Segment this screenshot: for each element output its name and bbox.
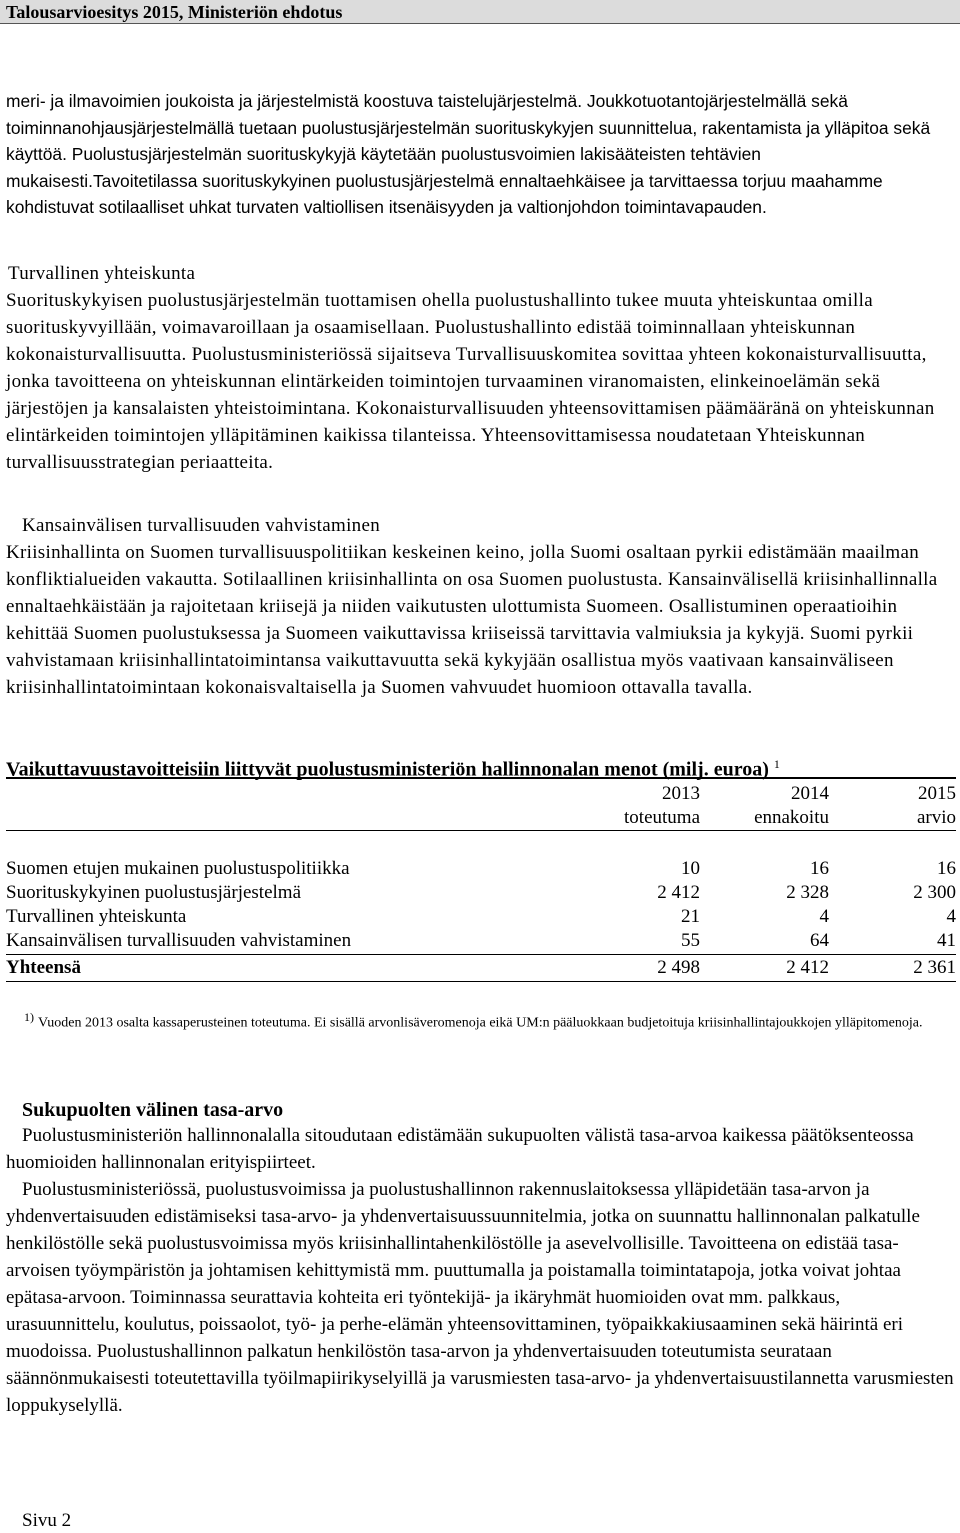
section-kansainvalinen (6, 512, 956, 701)
section-heading: Turvallinen yhteiskunta (8, 263, 196, 284)
intro-paragraph: meri- ja ilmavoimien joukoista ja järjestelmistä koostuva taistelujärjestelmä. Joukkotuotantojärjestelmällä sekä toiminnanohjausjärjestelmällä tuetaan puolustusjärjestelmän suorituskykyjen suunnittelua, rakentamista ja ylläpitoa sekä käyttöä. Puolustusjärjestelmän suorituskykyjä käytetään puolustusvoimien lakisääteisten tehtävien mukaisesti.Tavoitetilassa suorituskykyinen puolustusjärjestelmä ennaltaehkäisee ja tarvittaessa torjuu maahamme kohdistuvat sotilaalliset uhkat turvaten valtiollisen itsenäisyyden ja valtionjohdon toimintavapauden. (6, 91, 931, 217)
table-total-label: Yhteensä (6, 957, 81, 978)
table-total-cell: 2 498 (657, 957, 700, 978)
table-cell: 16 (810, 858, 829, 879)
table-top-rule (6, 777, 956, 779)
footnote-mark: 1) (24, 1010, 34, 1024)
table-cell: 16 (937, 858, 956, 879)
header-title: Talousarvioesitys 2015, Ministeriön ehdotus (6, 2, 343, 22)
column-year: 2013 (662, 783, 700, 804)
section-text: Suorituskykyisen puolustusjärjestelmän tuottamisen ohella puolustushallinto tukee muuta yhteiskuntaa omilla suorituskyvyillään, voimavaroillaan ja osaamisellaan. Puolustushallinto edistää toiminnallaan yhteiskunnan kokonaisturvallisuutta. Puolustusministeriössä sijaitseva Turvallisuuskomitea sovittaa yhteen kokonaisturvallisuutta, jonka tavoitteena on yhteiskunnan elintärkeiden toimintojen turvaaminen viranomaisten, elinkeinoelämän sekä järjestöjen ja kansalaisten yhteistoimintana. Kokonaisturvallisuuden yhteensovittamisen päämääränä on yhteiskunnan elintärkeiden toimintojen ylläpitäminen kaikissa tilanteissa. Yhteensovittamisessa noudatetaan Yhteiskunnan turvallisuusstrategian periaatteita. (6, 290, 935, 473)
table-cell: 4 (819, 906, 829, 927)
table-cell: 41 (937, 930, 956, 951)
table-cell: 64 (810, 930, 829, 951)
page-number: Sivu 2 (22, 1510, 72, 1531)
table-row-label: Suomen etujen mukainen puolustuspolitiikka (6, 858, 350, 879)
table-bottom-rule (6, 981, 956, 982)
section-turvallinen (6, 260, 956, 476)
table-cell: 10 (681, 858, 700, 879)
table-total-cell: 2 361 (913, 957, 956, 978)
table-cell: 2 412 (657, 882, 700, 903)
table-total-cell: 2 412 (786, 957, 829, 978)
column-label: arvio (916, 807, 956, 828)
document-header (0, 0, 960, 24)
column-year: 2014 (791, 783, 829, 804)
table-footnote (6, 1006, 956, 1035)
table-cell: 4 (946, 906, 956, 927)
table-row-label: Suorituskykyinen puolustusjärjestelmä (6, 882, 302, 903)
footnote-text: Vuoden 2013 osalta kassaperusteinen toteutuma. Ei sisällä arvonlisäveromenoja eikä UM:n pääluokkaan budjetoituja kriisinhallintajoukkojen ylläpitomenoja. (38, 1015, 923, 1031)
table-header-rule (6, 830, 956, 831)
table-row-label: Kansainvälisen turvallisuuden vahvistaminen (6, 930, 352, 951)
section-heading: Kansainvälisen turvallisuuden vahvistaminen (22, 515, 380, 536)
table-cell: 21 (681, 906, 700, 927)
table-cell: 55 (681, 930, 700, 951)
column-year: 2015 (918, 783, 956, 804)
table-row-label: Turvallinen yhteiskunta (6, 906, 187, 927)
section-text: Kriisinhallinta on Suomen turvallisuuspolitiikan keskeinen keino, jolla Suomi osaltaan pyrkii edistämään maailman konfliktialueiden vakautta. Sotilaallinen kriisinhallinta on osa Suomen puolustusta. Kansainvälisellä kriisinhallinnalla ennaltaehkäistään ja rajoitetaan kriisejä ja niiden vaikutusten ulottumista Suomeen. Osallistuminen operaatioihin kehittää Suomen puolustuksessa ja Suomeen vaikuttavissa kriiseissä tarvittavia valmiuksia ja kykyjä. Suomi pyrkii vahvistamaan kriisinhallintatoimintansa vaikuttavuutta sekä kykyjään osallistua myös vaativaan kansainväliseen kriisinhallintatoimintaan kokonaisvaltaisella ja Suomen vahvuudet huomioon ottavalla tavalla. (6, 542, 938, 698)
table-cell: 2 300 (913, 882, 956, 903)
gender-paragraph-2: Puolustusministeriössä, puolustusvoimissa ja puolustushallinnon rakennuslaitoksessa ylläpidetään tasa-arvon ja yhdenvertaisuuden edistämiseksi tasa-arvo- ja yhdenvertaisuussuunnitelmia, jotka on suunnattu hallinnonalan palkatulle henkilöstölle sekä puolustusvoimissa myös kriisinhallintahenkilöstölle ja asevelvollisille. Tavoitteena on edistää tasa-arvoisen työympäristön ja johtamisen kehittymistä mm. puuttumalla ja poistamalla toimintatapoja, jotka voivat johtaa epätasa-arvoon. Toiminnassa seurattavia kohteita eri työntekijä- ja ikäryhmät huomioiden ovat mm. palkkaus, urasuunnittelu, koulutus, poissaolot, työ- ja perhe-elämän yhteensovittaminen, työpaikkakiusaaminen sekä häirintä eri muodoissa. Puolustushallinnon palkatun henkilöstön tasa-arvon ja yhdenvertaisuuden toteutumista seurataan säännönmukaisesti toteutettavilla työilmapiirikyselyillä ja varusmiesten tasa-arvo- ja yhdenvertaisuustilannetta varusmiesten loppukyselyllä. (6, 1179, 954, 1416)
column-label: toteutuma (624, 807, 700, 828)
gender-heading: Sukupuolten välinen tasa-arvo (22, 1099, 284, 1121)
table-title-text: Vaikuttavuustavoitteisiin liittyvät puolustusministeriön hallinnonalan menot (milj. euroa) (6, 758, 769, 781)
table-total-rule (6, 954, 956, 955)
column-label: ennakoitu (754, 807, 829, 828)
table-title-footnote-ref: 1 (773, 757, 780, 771)
gender-paragraph-1: Puolustusministeriön hallinnonalalla sitoudutaan edistämään sukupuolten välistä tasa-arvoa kaikessa päätöksenteossa huomioiden hallinnonalan erityispiirteet. (6, 1125, 914, 1173)
table-cell: 2 328 (786, 882, 829, 903)
